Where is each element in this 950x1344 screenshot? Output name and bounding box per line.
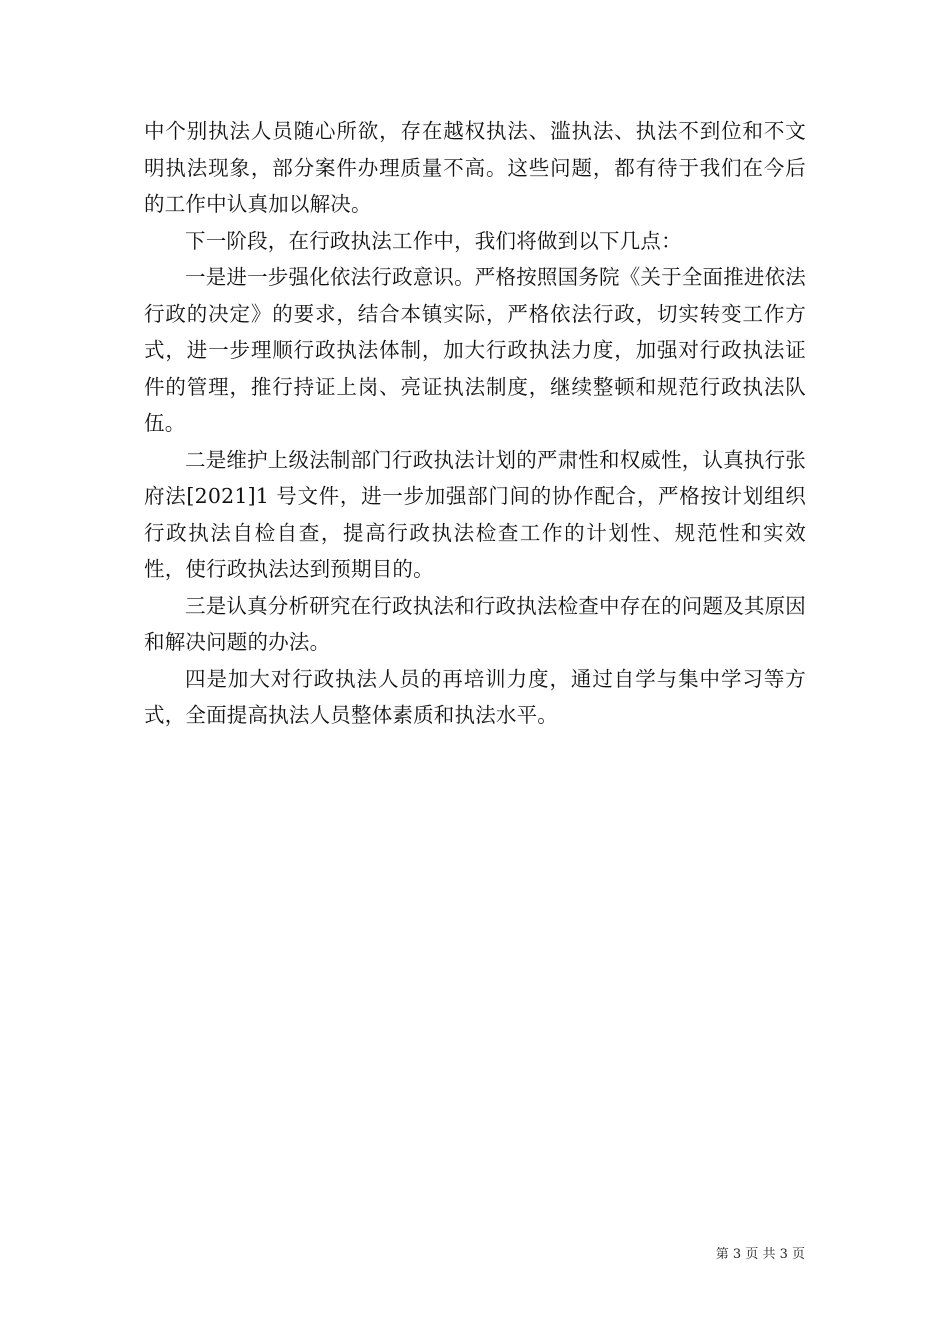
paragraph-continuation: 中个别执法人员随心所欲，存在越权执法、滥执法、执法不到位和不文明执法现象，部分案件办理质量不高。这些问题，都有待于我们在今后的工作中认真加以解决。 bbox=[144, 119, 806, 216]
paragraph-point-3: 三是认真分析研究在行政执法和行政执法检查中存在的问题及其原因和解决问题的办法。 bbox=[144, 593, 806, 654]
paragraph-point-4: 四是加大对行政执法人员的再培训力度，通过自学与集中学习等方式，全面提高执法人员整体素质和执法水平。 bbox=[144, 666, 806, 727]
document-body bbox=[144, 113, 806, 734]
paragraph-point-2: 二是维护上级法制部门行政执法计划的严肃性和权威性，认真执行张府法[2021]1 号文件，进一步加强部门间的协作配合，严格按计划组织行政执法自检自查，提高行政执法检查工作的计划性、规范性和实效性，使行政执法达到预期目的。 bbox=[144, 447, 806, 581]
page-number: 第 3 页 共 3 页 bbox=[715, 1247, 805, 1262]
paragraph-intro: 下一阶段，在行政执法工作中，我们将做到以下几点： bbox=[185, 228, 682, 253]
paragraph-point-1: 一是进一步强化依法行政意识。严格按照国务院《关于全面推进依法行政的决定》的要求，结合本镇实际，严格依法行政，切实转变工作方式，进一步理顺行政执法体制，加大行政执法力度，加强对行政执法证件的管理，推行持证上岗、亮证执法制度，继续整顿和规范行政执法队伍。 bbox=[144, 265, 806, 435]
